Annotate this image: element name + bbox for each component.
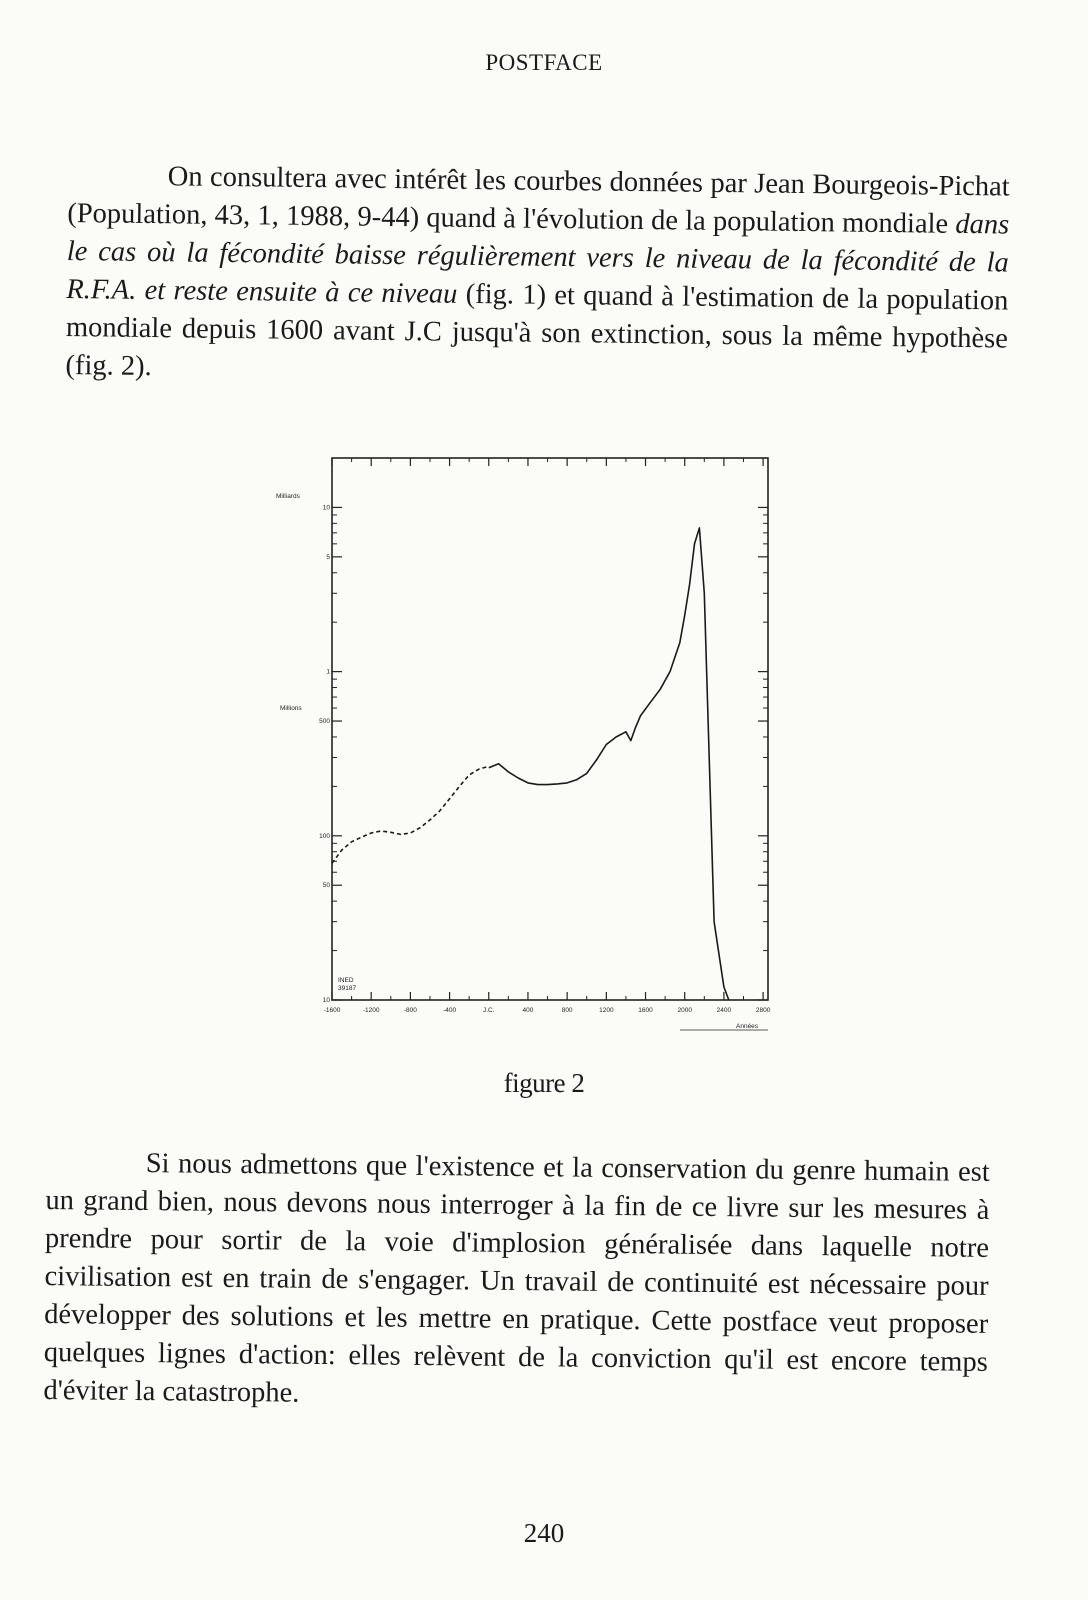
figure-2 <box>260 450 800 1050</box>
paragraph-indent <box>68 184 168 185</box>
population-series-line-1 <box>332 766 489 863</box>
population-chart <box>260 450 800 1050</box>
closing-paragraph <box>43 1144 990 1420</box>
ined-stamp-code: 39187 <box>338 985 357 992</box>
intro-text-start: On consultera avec intérêt les courbes données par Jean Bourgeois-Pichat (Population, 43, 1, 1988, 9-44) quand à l'évolution de la population mondiale <box>67 161 1010 240</box>
y-tick-label: 100 <box>319 832 330 840</box>
population-series-line-2 <box>489 528 729 1000</box>
intro-text-italic: dans le cas où la fécondité baisse régulièrement vers le niveau de la fécondité de la R.F.A. et reste ensuite à ce niveau <box>66 208 1010 310</box>
paragraph-indent <box>46 1171 146 1172</box>
ined-stamp: INED <box>338 977 354 984</box>
intro-paragraph <box>65 157 1010 396</box>
x-tick-label: -1600 <box>323 1007 341 1014</box>
x-tick-label: 800 <box>561 1007 573 1014</box>
y-tick-label: 5 <box>326 553 330 561</box>
closing-text: Si nous admettons que l'existence et la conservation du genre humain est un grand bien, nous devons nous interroger à la fin de ce livre sur les mesures à prendre pour sortir de la voie d'implosion généralisée dans laquelle notre civilisation est en train de s'engager. Un travail de continuité est nécessaire pour développer des solutions et les mettre en pratique. Cette postface veut proposer quelques lignes d'action: elles relèvent de la conviction qu'il est encore temps d'éviter la catastrophe. <box>43 1148 990 1409</box>
x-tick-label: -400 <box>443 1007 457 1014</box>
y-unit-lower: Millions <box>280 705 302 712</box>
running-head: POSTFACE <box>485 50 603 75</box>
plot-frame <box>332 458 768 1000</box>
y-tick-label: 10 <box>322 997 330 1004</box>
x-axis-label: Années <box>736 1023 759 1030</box>
y-tick-label: 10 <box>322 504 330 512</box>
x-tick-label: 400 <box>522 1007 534 1014</box>
x-tick-label: 1600 <box>638 1007 653 1014</box>
page-number: 240 <box>523 1518 565 1548</box>
x-tick-label: 2800 <box>755 1007 771 1014</box>
y-unit-upper: Milliards <box>276 493 300 500</box>
intro-text-end: (fig. 1) et quand à l'estimation de la population mondiale depuis 1600 avant J.C jusqu'à son extinction, sous la même hypothèse (fig. 2). <box>65 278 1009 383</box>
x-tick-label: -1200 <box>362 1007 380 1014</box>
y-tick-label: 1 <box>326 668 330 676</box>
x-tick-label: 2400 <box>716 1007 732 1014</box>
y-tick-label: 50 <box>322 882 330 890</box>
x-tick-label: 1200 <box>599 1007 614 1014</box>
x-tick-label: -800 <box>403 1007 417 1014</box>
figure-caption: figure 2 <box>503 1068 585 1098</box>
x-tick-label: 2000 <box>677 1007 692 1014</box>
y-tick-label: 500 <box>319 718 330 726</box>
x-tick-label: J.C. <box>482 1007 495 1014</box>
